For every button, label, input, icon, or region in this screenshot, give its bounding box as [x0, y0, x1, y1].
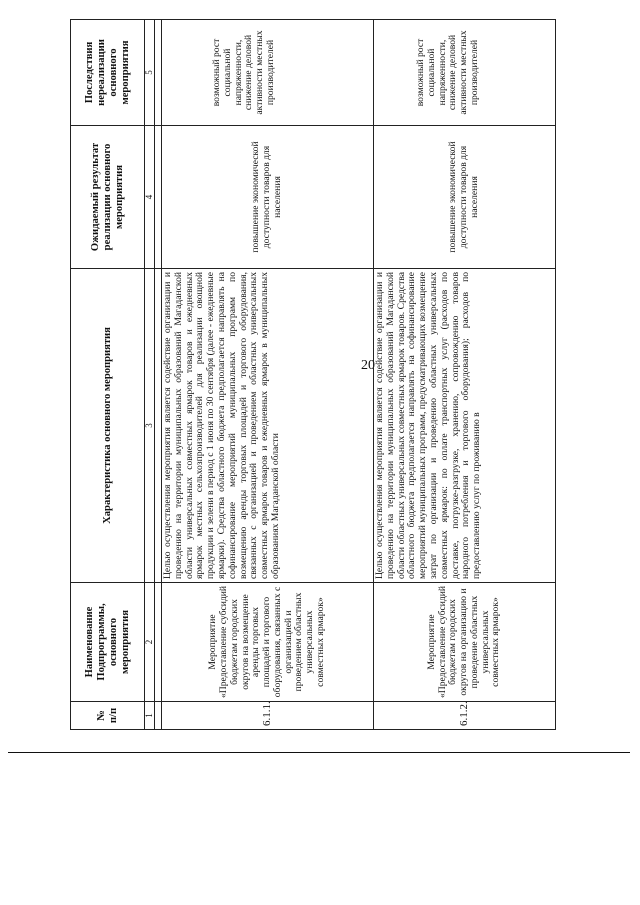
column-number: 2: [145, 583, 155, 702]
header-cell: Ожидаемый результат реализации основного мероприятия: [71, 126, 145, 269]
measure-name: Мероприятие «Предоставление субсидий бюджетам городских округов на возмещение аренды торговых площадей и торгового оборудования, связанных с организацией и проведением областных универсальных совместных ярмарок»: [162, 583, 374, 702]
header-cell: Характеристика основного мероприятия: [71, 269, 145, 583]
expected-result: повышение экономической доступности товаров для населения: [162, 126, 374, 269]
measure-description: Целью осуществления мероприятия является содействие организации и проведению на территории муниципальных образований Магаданской области областных универсальных совместных ярмарок товаров. Средства областного бюджета предполагается направлять на софинансирование мероприятий муниципальных программ, предусматривающих возмещение затрат по организации и проведению областных универсальных совместных ярмарок: по оплате транспортных услуг (расходов по доставке, погрузке-разгрузке, хранению, сопровождению товаров народного потребления и торгового оборудования); расходов по предоставлению услуг по проживанию в: [374, 269, 556, 583]
measures-table: [70, 19, 556, 730]
table-row: [162, 20, 374, 730]
landscape-content: [70, 20, 628, 730]
row-number: 6.1.2.: [374, 702, 556, 730]
table-row: [374, 20, 556, 730]
page-number: 20: [361, 358, 375, 373]
column-number-row: [145, 20, 155, 730]
measure-name: Мероприятие «Предоставление субсидий бюджетам городских округов на организацию и проведение областных универсальных совместных ярмарок»: [374, 583, 556, 702]
header-cell: Последствия нереализации основного мероприятия: [71, 20, 145, 126]
spacer-cell: [155, 126, 162, 269]
consequence: возможный рост социальной напряженности, снижение деловой активности местных производителей: [162, 20, 374, 126]
column-number: 4: [145, 126, 155, 269]
column-number: 1: [145, 702, 155, 730]
spacer-cell: [155, 269, 162, 583]
header-row: [71, 20, 145, 730]
measure-description: Целью осуществления мероприятия является содействие организации и проведению на территории муниципальных образований Магаданской области универсальных совместных ярмарок товаров и ежедневных ярмарок местных сельхозпроизводителей для реализации овощной продукции и зелени в период с 1 июня по 30 сентября (далее - ежедневные ярмарки). Средства областного бюджета предполагается направлять на софинансирование мероприятий муниципальных программ по возмещению аренды торговых площадей и торгового оборудования, связанных с организацией и проведением областных универсальных совместных ярмарок товаров и ежедневных ярмарок в муниципальных образованиях Магаданской области: [162, 269, 374, 583]
expected-result: повышение экономической доступности товаров для населения: [374, 126, 556, 269]
column-number: 5: [145, 20, 155, 126]
spacer-row: [155, 20, 162, 730]
spacer-cell: [155, 20, 162, 126]
spacer-cell: [155, 583, 162, 702]
consequence: возможный рост социальной напряженности, снижение деловой активности местных производителей: [374, 20, 556, 126]
row-number: 6.1.1.: [162, 702, 374, 730]
header-cell: Наименование Подпрограммы, основного мероприятия: [71, 583, 145, 702]
header-cell: № п/п: [71, 702, 145, 730]
bottom-rule: [8, 752, 630, 753]
spacer-cell: [155, 702, 162, 730]
column-number: 3: [145, 269, 155, 583]
